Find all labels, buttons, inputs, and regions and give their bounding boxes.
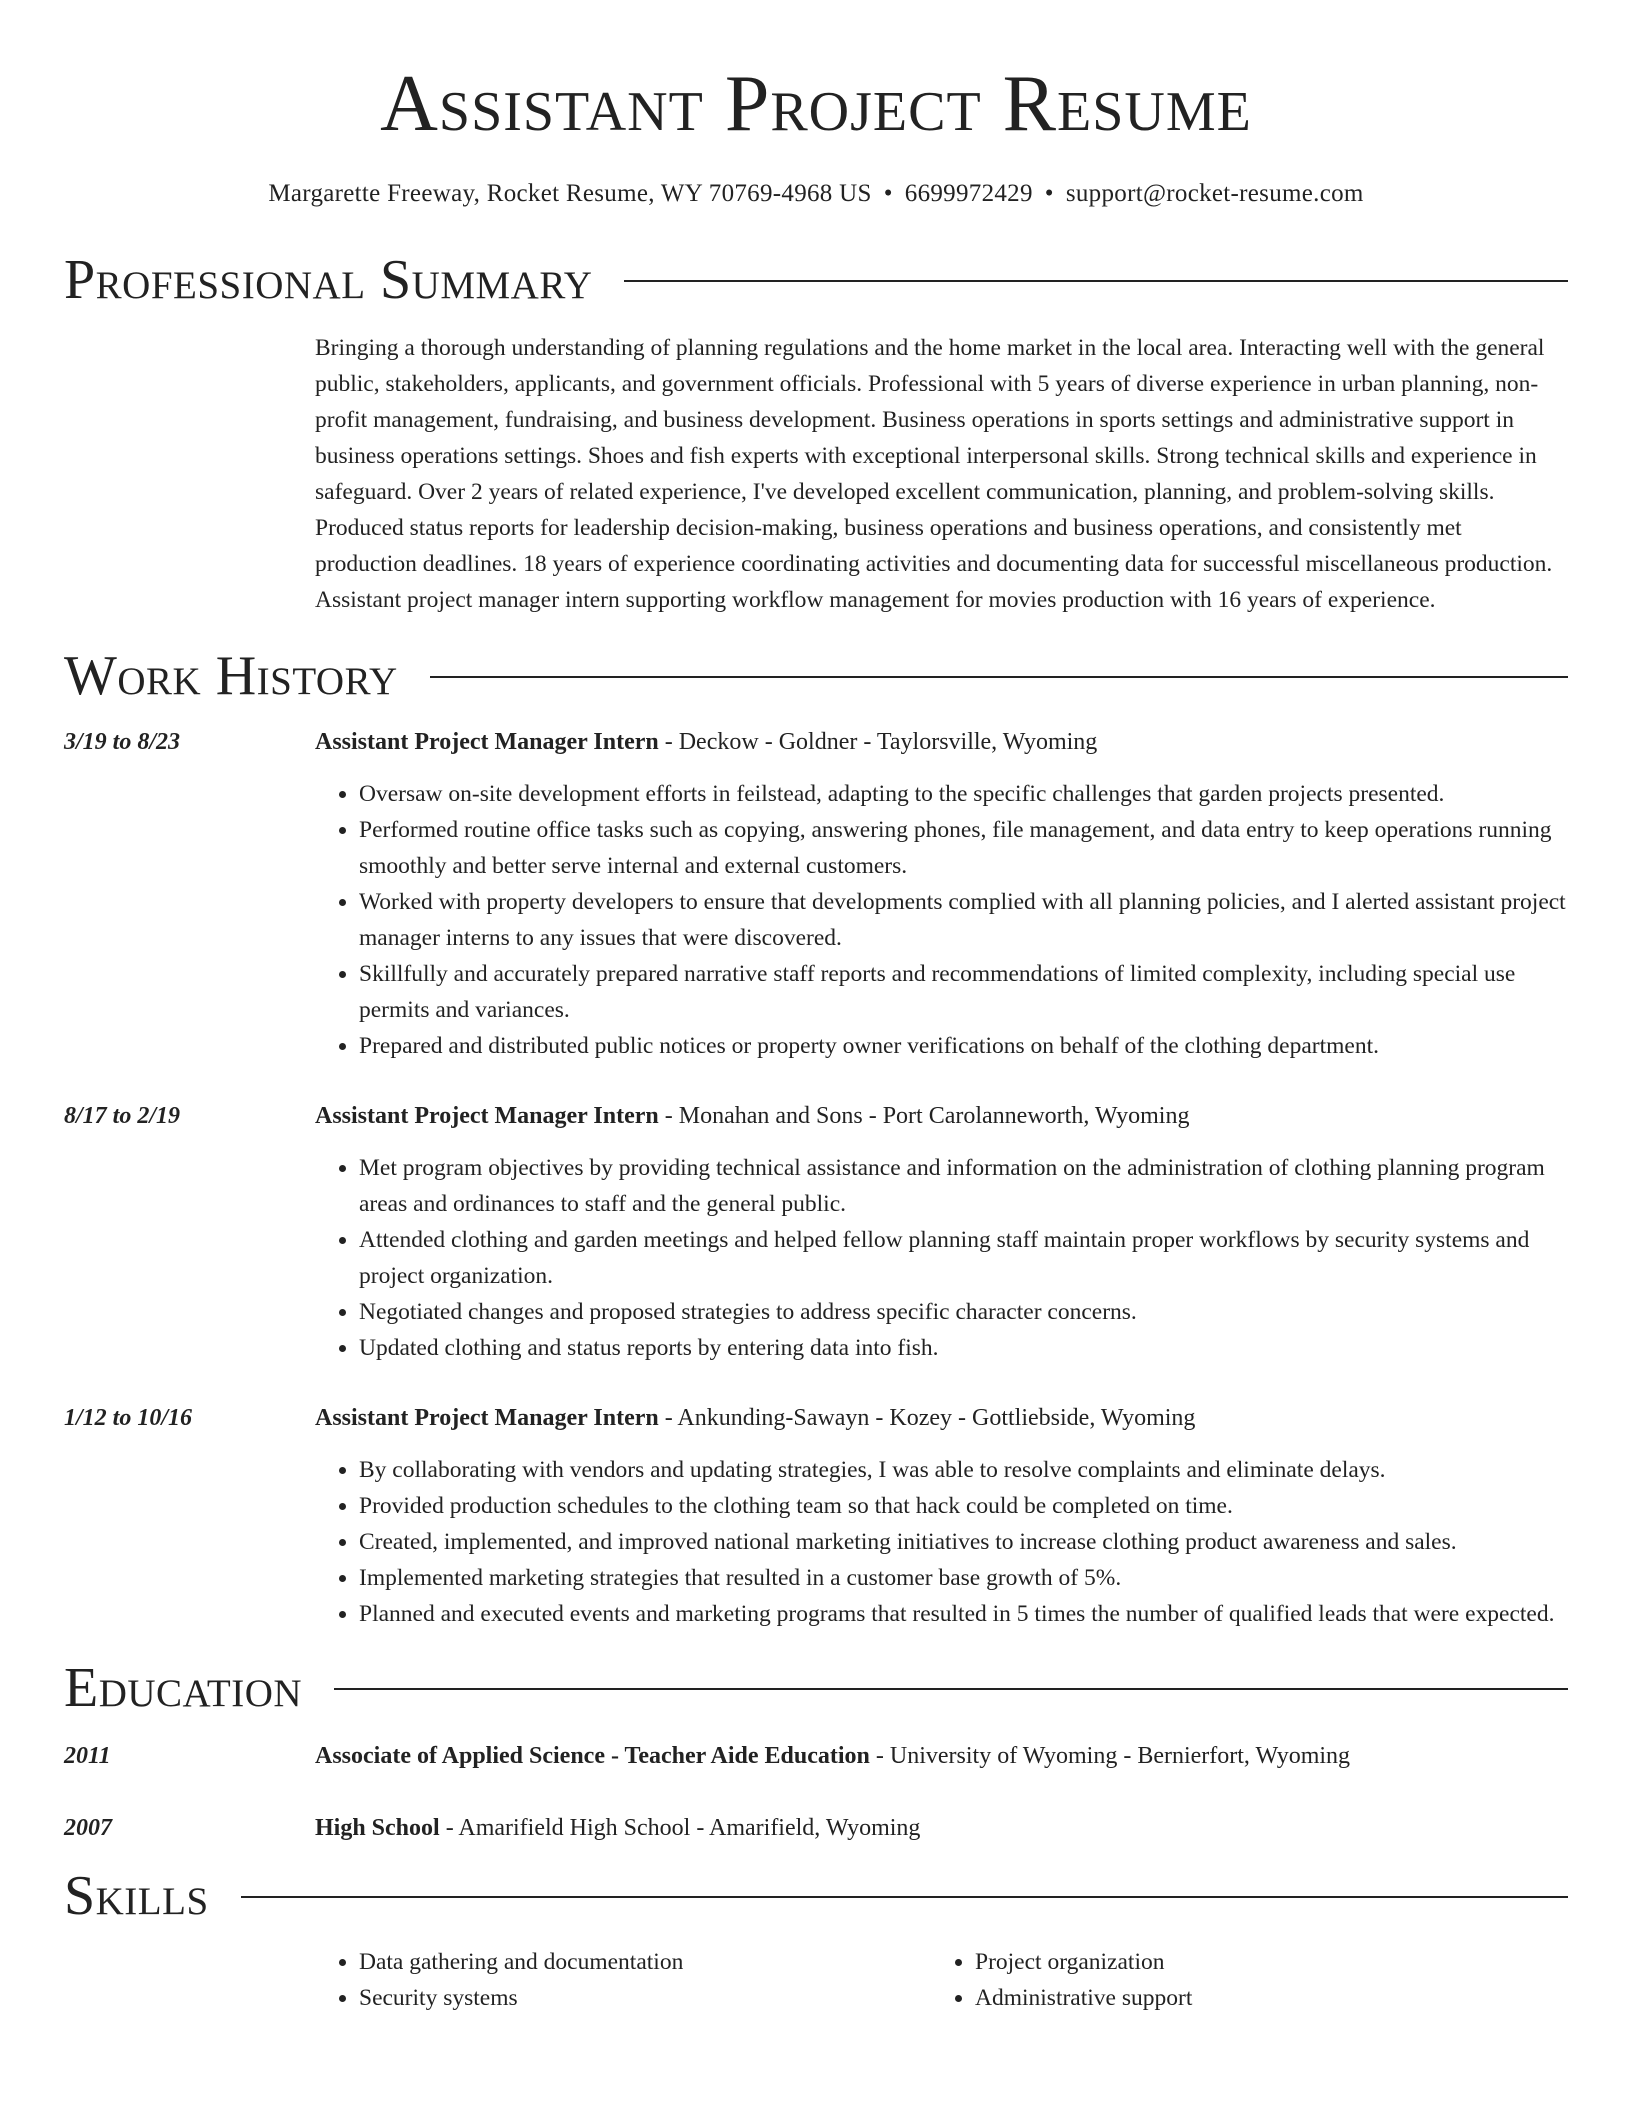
contact-phone: 6699972429	[904, 180, 1033, 207]
job-details: - Ankunding-Sawayn - Kozey - Gottliebside, Wyoming	[658, 1405, 1196, 1431]
job-heading	[315, 1098, 1568, 1134]
education-body	[315, 1810, 1568, 1846]
job-details: - Monahan and Sons - Port Carolanneworth, Wyoming	[658, 1103, 1190, 1129]
section-title-education: Education	[64, 1657, 303, 1719]
job-bullet: • Met program objectives by providing technical assistance and information on the administration of clothing planning program areas and ordinances to staff and the general public.	[359, 1150, 1568, 1222]
contact-line	[64, 180, 1568, 208]
section-divider	[241, 1896, 1568, 1898]
contact-email: support@rocket-resume.com	[1065, 180, 1364, 207]
job-heading	[315, 724, 1568, 760]
education-degree: High School	[315, 1815, 440, 1841]
job-dates: 1/12 to 10/16	[64, 1405, 193, 1431]
contact-address: Margarette Freeway, Rocket Resume, WY 70769-4968 US	[268, 180, 872, 207]
education-heading	[315, 1738, 1568, 1774]
job-title: Assistant Project Manager Intern	[315, 1103, 659, 1129]
job-bullets	[315, 776, 1568, 1064]
skill-item: • Administrative support	[975, 1980, 1568, 2016]
job-entry	[64, 1098, 1568, 1366]
job-bullet: • Skillfully and accurately prepared narrative staff reports and recommendations of limited complexity, including special use permits and variances.	[359, 956, 1568, 1028]
section-header-skills	[64, 1865, 1568, 1927]
education-details: - Amarifield High School - Amarifield, Wyoming	[439, 1815, 921, 1841]
job-title: Assistant Project Manager Intern	[315, 1405, 659, 1431]
job-bullet: • Provided production schedules to the clothing team so that hack could be completed on time.	[359, 1488, 1568, 1524]
section-divider	[334, 1688, 1568, 1690]
section-title-work: Work History	[64, 645, 398, 707]
job-details: - Deckow - Goldner - Taylorsville, Wyoming	[658, 729, 1098, 755]
skills-column	[931, 1944, 1568, 2016]
job-body	[315, 724, 1568, 1064]
education-entry	[64, 1810, 1568, 1846]
section-title-skills: Skills	[64, 1865, 209, 1927]
section-title-summary: Professional Summary	[64, 249, 593, 311]
job-bullet: • Oversaw on-site development efforts in feilstead, adapting to the specific challenges that garden projects presented.	[359, 776, 1568, 812]
resume-title: Assistant Project Resume	[380, 60, 1252, 148]
job-dates: 8/17 to 2/19	[64, 1103, 181, 1129]
section-header-education	[64, 1657, 1568, 1719]
job-dates: 3/19 to 8/23	[64, 729, 181, 755]
summary-text: Bringing a thorough understanding of planning regulations and the home market in the local area. Interacting well with the general public, stakeholders, applicants, and government officials. Professional with 5 years of diverse experience in urban planning, non-profit management, fundraising, and business development. Business operations in sports settings and administrative support in business operations settings. Shoes and fish experts with exceptional interpersonal skills. Strong technical skills and experience in safeguard. Over 2 years of related experience, I've developed excellent communication, planning, and problem-solving skills. Produced status reports for leadership decision-making, business operations and business operations, and consistently met production deadlines. 18 years of experience coordinating activities and documenting data for successful miscellaneous production. Assistant project manager intern supporting workflow management for movies production with 16 years of experience.	[315, 335, 1553, 613]
section-divider	[624, 280, 1568, 282]
skill-item: • Data gathering and documentation	[359, 1944, 931, 1980]
job-heading	[315, 1400, 1568, 1436]
job-entry	[64, 1400, 1568, 1632]
resume-page	[64, 0, 1568, 2016]
skill-item: • Project organization	[975, 1944, 1568, 1980]
skills-column	[315, 1944, 931, 2016]
job-bullets	[315, 1452, 1568, 1632]
job-bullet: • Updated clothing and status reports by entering data into fish.	[359, 1330, 1568, 1366]
section-divider	[430, 676, 1568, 678]
education-year: 2011	[64, 1743, 111, 1769]
education-details: - University of Wyoming - Bernierfort, Wyoming	[869, 1743, 1351, 1769]
job-bullet: • Negotiated changes and proposed strategies to address specific character concerns.	[359, 1294, 1568, 1330]
job-bullet: • Planned and executed events and marketing programs that resulted in 5 times the number of qualified leads that were expected.	[359, 1596, 1568, 1632]
education-heading	[315, 1810, 1568, 1846]
skills-list	[315, 1944, 1568, 2016]
job-bullets	[315, 1150, 1568, 1366]
job-bullet: • Implemented marketing strategies that resulted in a customer base growth of 5%.	[359, 1560, 1568, 1596]
education-year: 2007	[64, 1815, 112, 1841]
job-bullet: • Created, implemented, and improved national marketing initiatives to increase clothing product awareness and sales.	[359, 1524, 1568, 1560]
job-bullet: • By collaborating with vendors and updating strategies, I was able to resolve complaints and eliminate delays.	[359, 1452, 1568, 1488]
contact-separator: •	[883, 180, 893, 207]
job-bullet: • Performed routine office tasks such as copying, answering phones, file management, and data entry to keep operations running smoothly and better serve internal and external customers.	[359, 812, 1568, 884]
job-body	[315, 1400, 1568, 1632]
contact-separator: •	[1044, 180, 1054, 207]
education-body	[315, 1738, 1568, 1774]
education-entry	[64, 1738, 1568, 1774]
job-bullet: • Prepared and distributed public notices or property owner verifications on behalf of the clothing department.	[359, 1028, 1568, 1064]
section-header-summary	[64, 249, 1568, 311]
section-header-work	[64, 645, 1568, 707]
job-body	[315, 1098, 1568, 1366]
job-title: Assistant Project Manager Intern	[315, 729, 659, 755]
job-bullet: • Worked with property developers to ensure that developments complied with all planning policies, and I alerted assistant project manager interns to any issues that were discovered.	[359, 884, 1568, 956]
skill-item: • Security systems	[359, 1980, 931, 2016]
job-bullet: • Attended clothing and garden meetings and helped fellow planning staff maintain proper workflows by security systems and project organization.	[359, 1222, 1568, 1294]
education-degree: Associate of Applied Science - Teacher Aide Education	[315, 1743, 870, 1769]
job-entry	[64, 724, 1568, 1064]
